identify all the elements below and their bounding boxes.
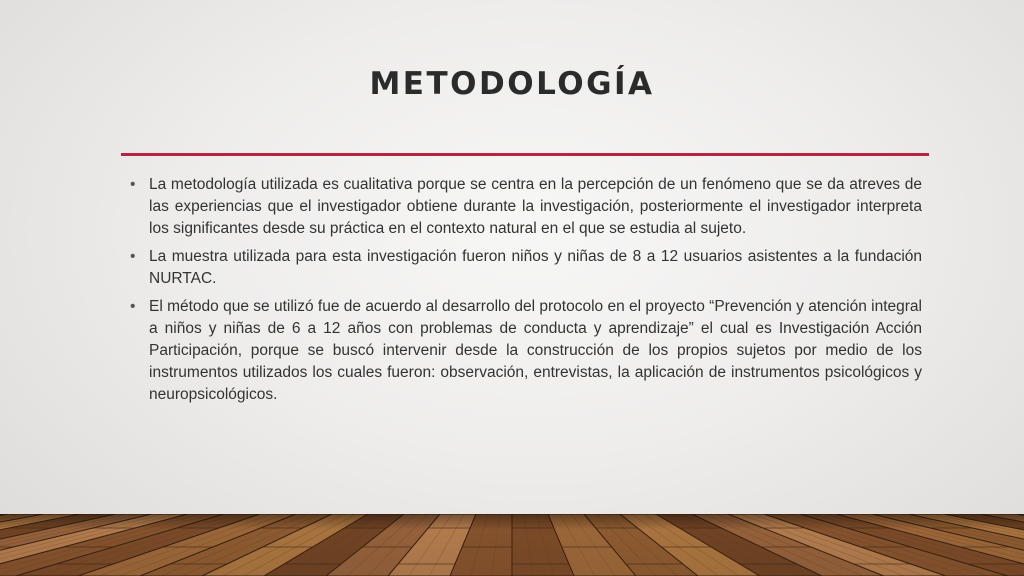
bullet-icon: • [130, 298, 136, 315]
wooden-floor [0, 514, 1024, 576]
bullet-item [130, 296, 922, 406]
slide-title: METODOLOGÍA [369, 66, 655, 102]
bullet-item [130, 246, 922, 290]
bullet-text: La metodología utilizada es cualitativa porque se centra en la percepción de un fenómeno que se da atreves de las experiencias que el investigador obtiene durante la investigación, posteriormente el investigador interpreta los significantes desde su práctica en el contexto natural en el que se estudia al sujeto. [149, 176, 922, 237]
bullet-icon: • [130, 176, 136, 193]
bullet-text: El método que se utilizó fue de acuerdo al desarrollo del protocolo en el proyecto “Prevención y atención integral a niños y niñas de 6 a 12 años con problemas de conducta y aprendizaje” el cual es Investigación Acción Participación, porque se buscó intervenir desde la construcción de los propios sujetos por medio de los instrumentos utilizados los cuales fueron: observación, entrevistas, la aplicación de instrumentos psicológicos y neuropsicológicos. [149, 298, 922, 403]
bullet-text: La muestra utilizada para esta investigación fueron niños y niñas de 8 a 12 usuarios asistentes a la fundación NURTAC. [149, 248, 922, 287]
bullet-list [130, 174, 922, 412]
bullet-icon: • [130, 248, 136, 265]
bullet-item [130, 174, 922, 240]
title-divider [121, 153, 929, 156]
